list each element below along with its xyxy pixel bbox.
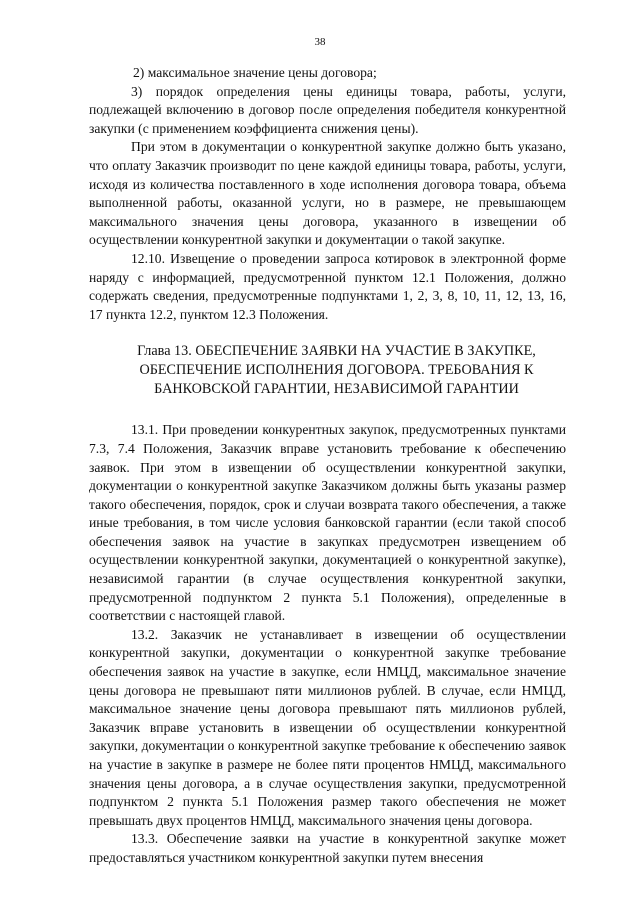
paragraph-13-1: 13.1. При проведении конкурентных закупок, предусмотренных пунктами 7.3, 7.4 Положения, Заказчик вправе установить требование к обеспечению заявок. При этом в извещении об осуществлении конкурентной закупки, документации о конкурентной закупке Заказчиком должны быть указаны размер такого обеспечения, порядок, срок и случаи возврата такого обеспечения, а также иные требования, в том числе условия банковской гарантии (если такой способ обеспечения заявок на участие в закупках предусмотрен извещением об осуществлении конкурентной закупки, документацией о конкурентной закупке), независимой гарантии (в случае осуществления конкурентной закупки, предусмотренной подпунктом 2 пункта 5.1 Положения), определенные в соответствии с настоящей главой.: [89, 422, 566, 624]
paragraph-item-2: 2) максимальное значение цены договора;: [133, 65, 377, 80]
chapter-heading: [89, 342, 566, 399]
page-number: 38: [314, 36, 326, 48]
paragraph-13-2: 13.2. Заказчик не устанавливает в извещении об осуществлении конкурентной закупки, документации о конкурентной закупке требование обеспечения заявок на участие в закупке, если НМЦД, максимальное значение цены договора не превышают пяти миллионов рублей. В случае, если НМЦД, максимальное значение цены договора превышают пять миллионов рублей, Заказчик вправе установить в извещении об осуществлении конкурентной закупки, документации о конкурентной закупке требование к обеспечению заявок на участие в закупке в размере не более пяти процентов НМЦД, максимального значения цены договора, а в случае осуществления закупки, предусмотренной подпунктом 2 пункта 5.1 Положения размер такого обеспечения не может превышать двух процентов НМЦД, максимального значения цены договора.: [89, 626, 566, 828]
chapter-heading-line-2: ОБЕСПЕЧЕНИЕ ИСПОЛНЕНИЯ ДОГОВОРА. ТРЕБОВАНИЯ К: [139, 362, 534, 379]
paragraph-price-payment: При этом в документации о конкурентной закупке должно быть указано, что оплату Заказчик производит по цене каждой единицы товара, работы, услуги, исходя из количества поставленного в ходе исполнения договора товара, объема выполненной работы, оказанной услуги, но в размере, не превышающем максимального значения цены договора, указанного в извещении об осуществлении конкурентной закупки и документации о такой закупке.: [89, 139, 566, 248]
paragraph-item-3: 3) порядок определения цены единицы товара, работы, услуги, подлежащей включению в договор после определения победителя конкурентной закупки (с применением коэффициента снижения цены).: [89, 83, 566, 136]
chapter-heading-line-3: БАНКОВСКОЙ ГАРАНТИИ, НЕЗАВИСИМОЙ ГАРАНТИИ: [154, 381, 519, 398]
paragraph-12-10: 12.10. Извещение о проведении запроса котировок в электронной форме наряду с информацией, предусмотренной пунктом 12.1 Положения, должно содержать сведения, предусмотренные подпунктами 1, 2, 3, 8, 10, 11, 12, 13, 16, 17 пункта 12.2, пунктом 12.3 Положения.: [89, 250, 566, 322]
document-body: [89, 64, 566, 868]
chapter-heading-line-1: Глава 13. ОБЕСПЕЧЕНИЕ ЗАЯВКИ НА УЧАСТИЕ В ЗАКУПКЕ,: [137, 343, 536, 360]
paragraph-13-3: 13.3. Обеспечение заявки на участие в конкурентной закупке может предоставляться участником конкурентной закупки путем внесения: [89, 831, 566, 865]
